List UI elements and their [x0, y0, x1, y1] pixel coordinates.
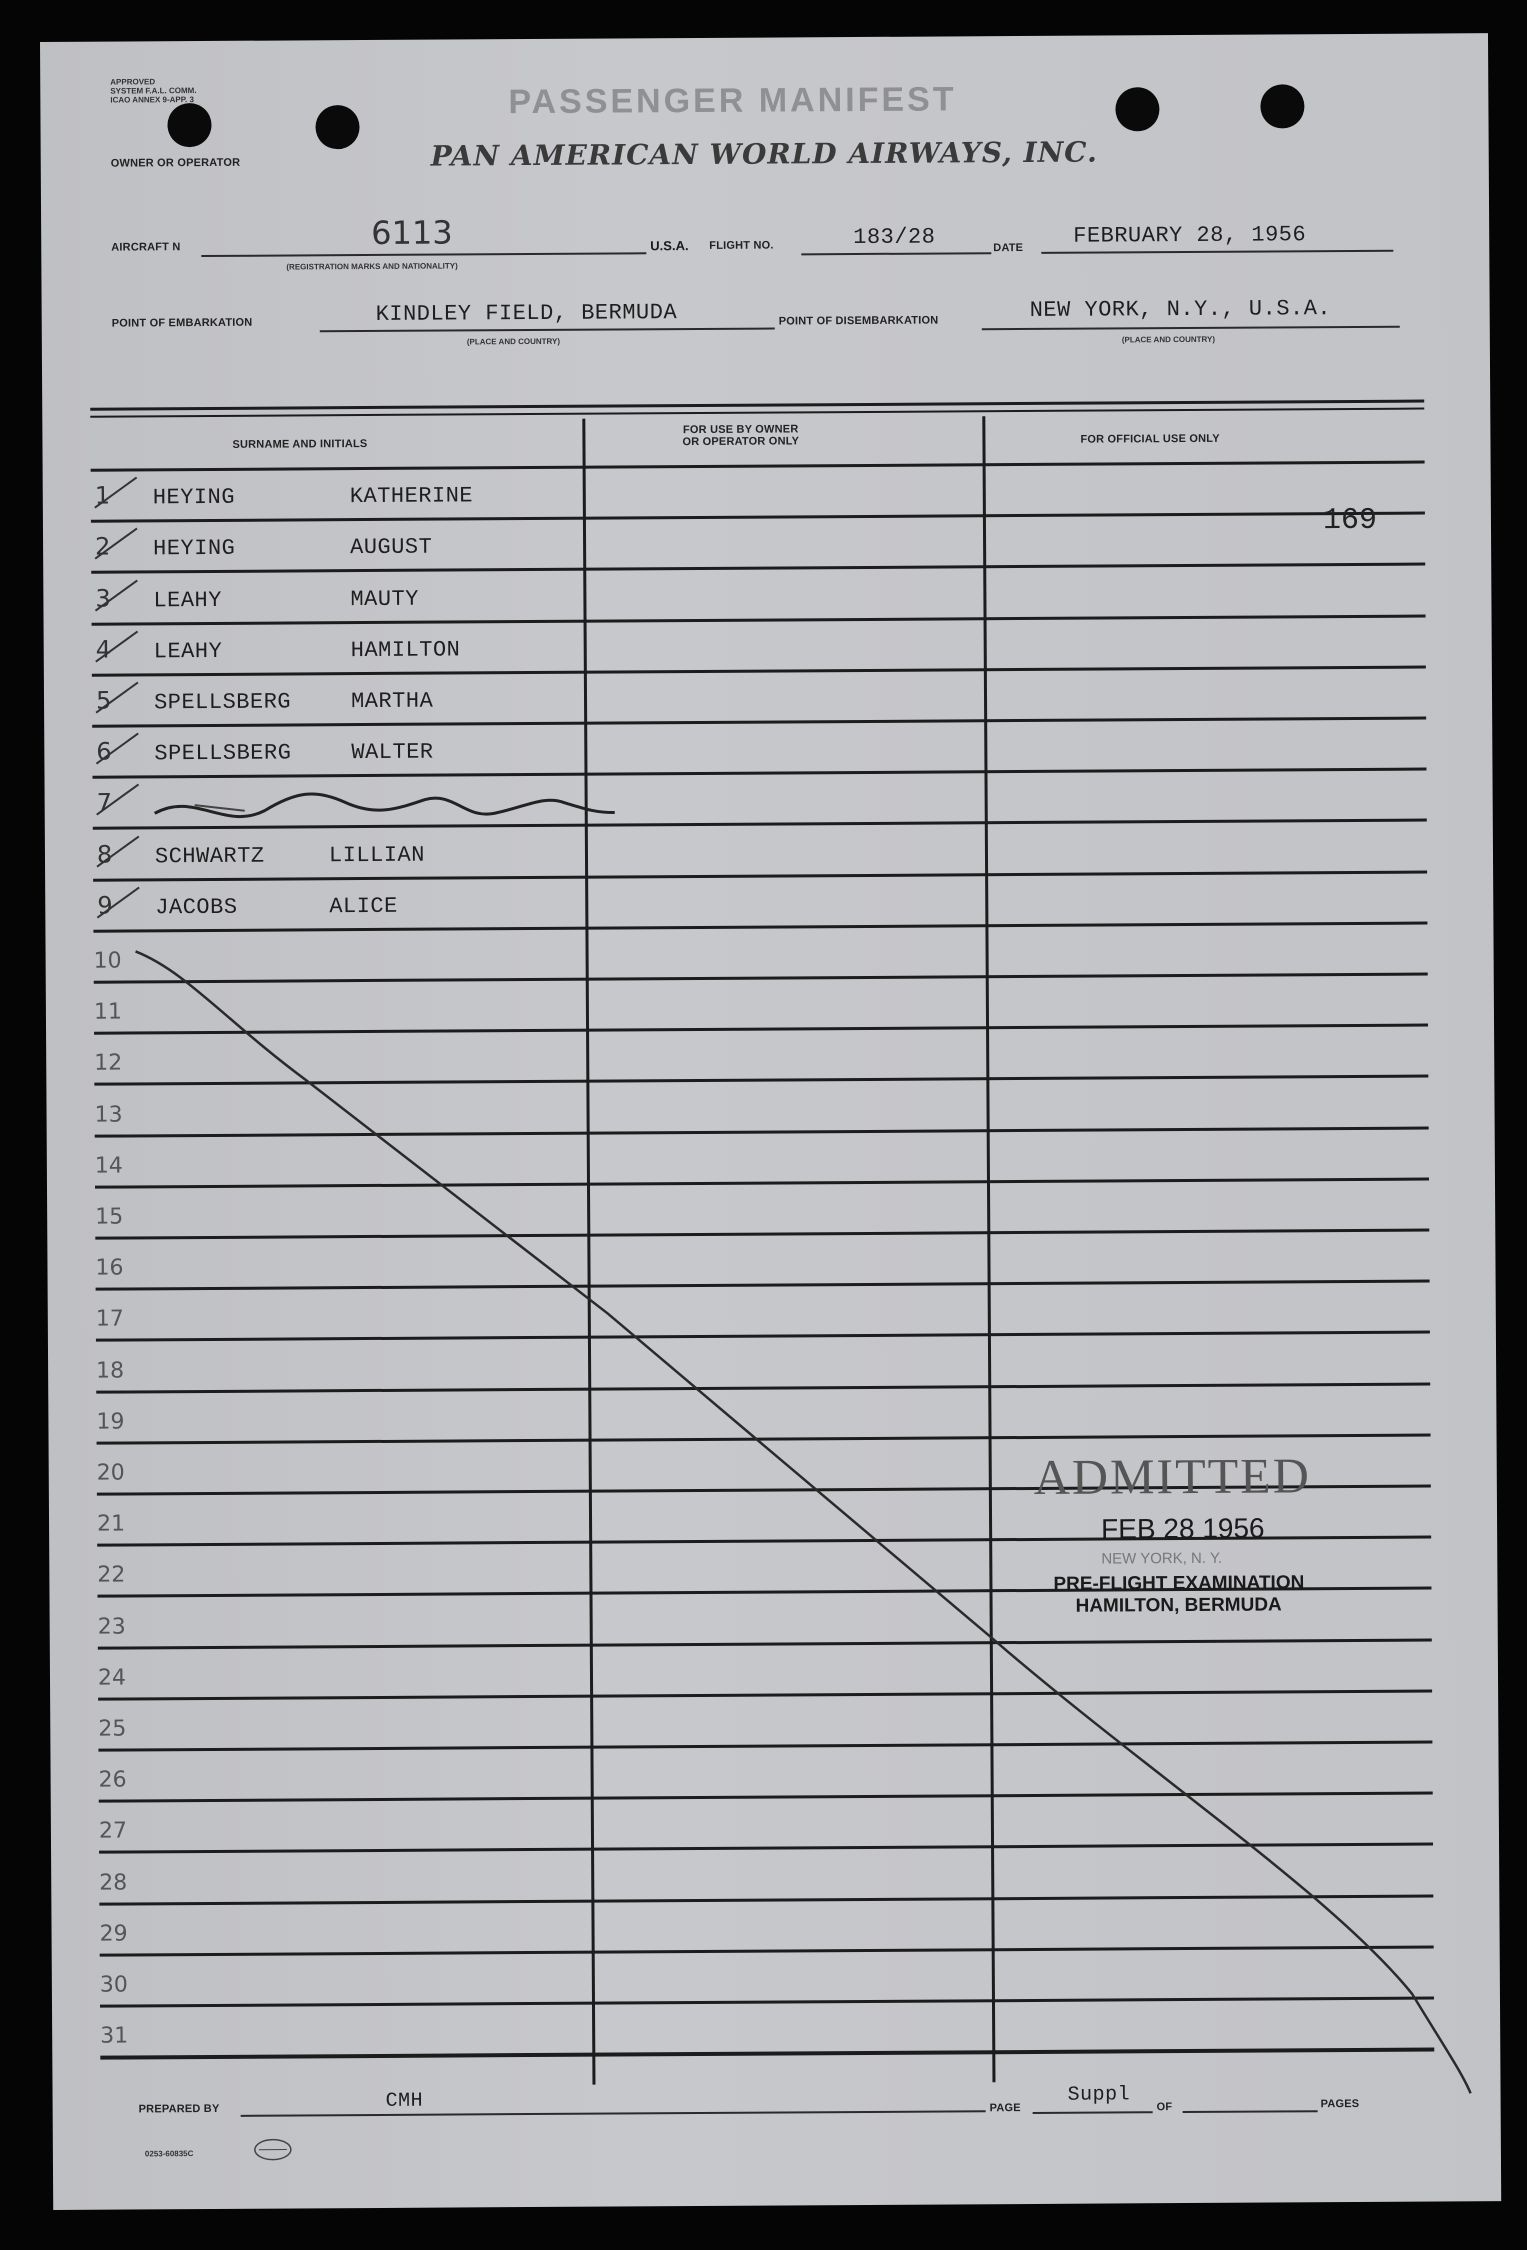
passenger-surname: HEYING	[152, 484, 236, 511]
row-number: 14	[94, 1153, 123, 1179]
row-number: 9	[97, 891, 113, 920]
passenger-given-name: HAMILTON	[350, 637, 461, 664]
manifest-title: PASSENGER MANIFEST	[508, 80, 957, 122]
passenger-surname: JACOBS	[155, 894, 238, 921]
form-code: 0253-60835C	[144, 2149, 194, 2159]
owner-label: OWNER OR OPERATOR	[110, 156, 241, 170]
row-number: 17	[95, 1306, 124, 1332]
row-number: 10	[93, 948, 122, 974]
page-value: Suppl	[1067, 2083, 1131, 2107]
row-number: 21	[96, 1511, 126, 1537]
row-number: 4	[95, 635, 112, 664]
passenger-given-name: ALICE	[329, 893, 398, 920]
stamp-preflight: PRE-FLIGHT EXAMINATION	[1053, 1572, 1305, 1595]
flight-number: 183/28	[853, 224, 936, 251]
admitted-stamp: ADMITTED	[1033, 1447, 1312, 1505]
row-number: 13	[94, 1102, 123, 1128]
disembarkation-point: NEW YORK, N.Y., U.S.A.	[1029, 296, 1332, 323]
embarkation-label: POINT OF EMBARKATION	[111, 316, 253, 330]
registration-caption: (REGISTRATION MARKS AND NATIONALITY)	[286, 261, 458, 272]
unused-rows-strike-line	[40, 33, 1501, 2210]
aircraft-label: AIRCRAFT N	[111, 241, 181, 254]
union-label-icon	[253, 2136, 293, 2162]
aircraft-registration: 6113	[371, 213, 453, 252]
row-number: 12	[94, 1050, 123, 1076]
row-number: 1	[94, 481, 111, 510]
column-header-owner-line: OR OPERATOR ONLY	[682, 435, 800, 449]
row-number: 15	[95, 1204, 124, 1230]
row-number: 19	[96, 1409, 125, 1435]
row-number: 7	[96, 788, 113, 817]
row-number: 18	[96, 1358, 125, 1384]
flight-no-label: FLIGHT NO.	[709, 239, 774, 252]
disembarkation-caption: (PLACE AND COUNTRY)	[1121, 334, 1216, 345]
page-label: PAGE	[989, 2102, 1021, 2115]
approval-line: ICAO ANNEX 9-APP. 3	[110, 95, 194, 105]
row-number: 23	[97, 1614, 126, 1640]
row-number: 24	[97, 1665, 127, 1691]
pages-label: PAGES	[1320, 2097, 1360, 2111]
row-number: 25	[98, 1716, 127, 1742]
passenger-given-name: AUGUST	[350, 534, 433, 561]
row-number: 20	[96, 1460, 125, 1486]
passenger-given-name: KATHERINE	[349, 483, 474, 510]
usa-label: U.S.A.	[650, 238, 689, 254]
date-label: DATE	[993, 241, 1024, 255]
passenger-surname: HEYING	[153, 535, 236, 562]
approval-line: SYSTEM F.A.L. COMM.	[110, 86, 197, 96]
row-number: 2	[94, 532, 111, 561]
row-number: 30	[99, 1972, 128, 1998]
row-number: 31	[100, 2023, 129, 2049]
row-number: 3	[95, 584, 111, 613]
prepared-by-value: CMH	[385, 2089, 424, 2113]
approval-line: APPROVED	[110, 77, 156, 87]
official-use-note: 169	[1322, 503, 1378, 539]
passenger-surname: LEAHY	[153, 587, 223, 614]
row-number: 26	[98, 1767, 127, 1793]
passenger-given-name: LILLIAN	[328, 842, 425, 869]
passenger-surname: LEAHY	[153, 638, 223, 665]
stamp-date: FEB 28 1956	[1101, 1512, 1265, 1545]
row-number: 29	[99, 1921, 128, 1947]
row-number: 16	[95, 1255, 124, 1281]
row-number: 5	[95, 686, 112, 715]
row-number: 22	[97, 1562, 126, 1588]
stamp-location: HAMILTON, BERMUDA	[1075, 1594, 1282, 1617]
passenger-given-name: MARTHA	[350, 688, 434, 715]
disembarkation-label: POINT OF DISEMBARKATION	[778, 314, 939, 328]
prepared-by-label: PREPARED BY	[138, 2102, 220, 2116]
operator-name: PAN AMERICAN WORLD AIRWAYS, INC.	[430, 135, 1098, 173]
manifest-page	[40, 33, 1501, 2210]
passenger-given-name: MAUTY	[350, 586, 420, 613]
row-number: 11	[93, 999, 123, 1025]
stamp-city: NEW YORK, N. Y.	[1101, 1549, 1223, 1568]
passenger-surname: SPELLSBERG	[154, 740, 292, 767]
passenger-surname: SPELLSBERG	[153, 689, 292, 716]
row-number: 8	[96, 840, 113, 869]
row-number: 27	[98, 1818, 128, 1844]
row-number: 28	[99, 1870, 128, 1896]
column-header-surname: SURNAME AND INITIALS	[232, 438, 368, 451]
passenger-surname: SCHWARTZ	[154, 843, 265, 870]
row-number: 6	[96, 737, 112, 766]
embarkation-caption: (PLACE AND COUNTRY)	[466, 336, 561, 347]
embarkation-point: KINDLEY FIELD, BERMUDA	[375, 300, 678, 327]
of-label: OF	[1156, 2101, 1173, 2114]
column-header-owner-line: FOR USE BY OWNER	[682, 423, 799, 437]
column-header-official: FOR OFFICIAL USE ONLY	[1080, 432, 1220, 446]
flight-date: FEBRUARY 28, 1956	[1073, 222, 1307, 249]
passenger-given-name: WALTER	[351, 739, 434, 766]
